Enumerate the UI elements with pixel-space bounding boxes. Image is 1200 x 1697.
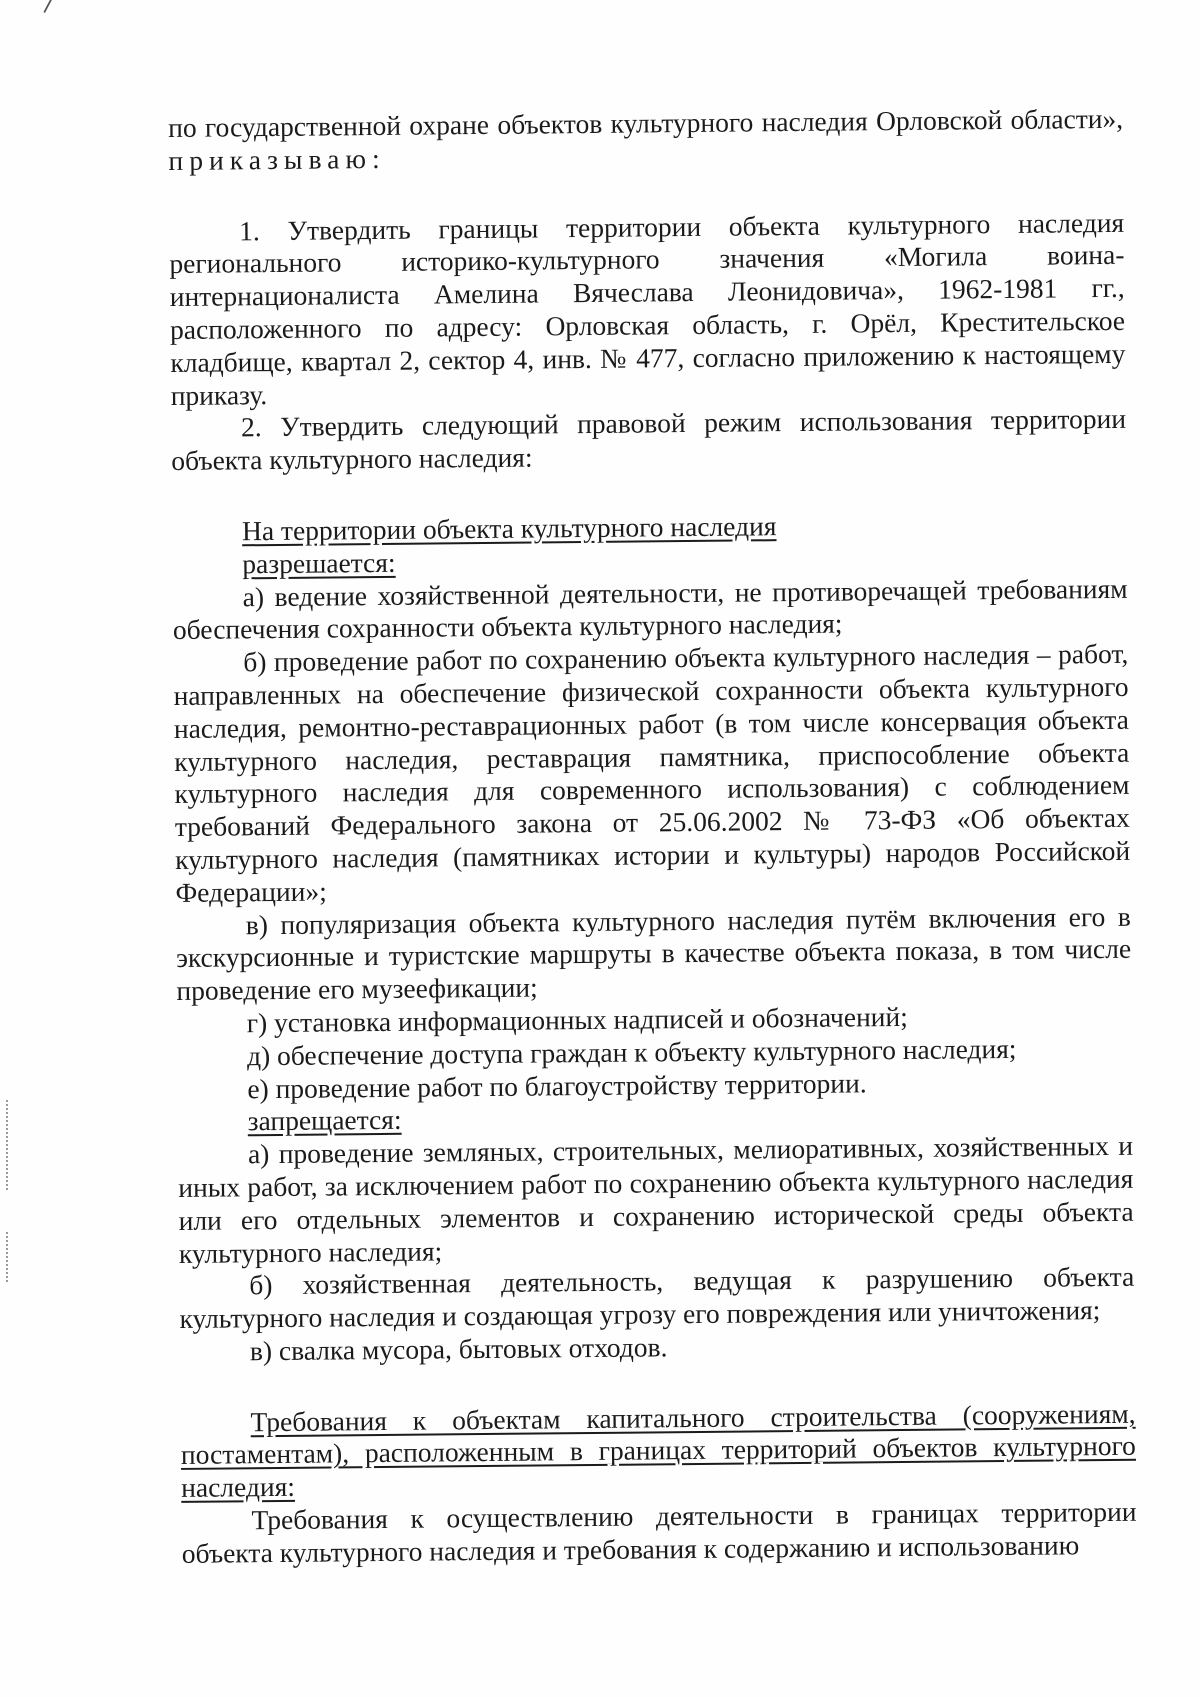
requirements-paragraph: Требования к осуществлению деятельности в границах территории объекта культурного наследия и требования к содержанию и использованию — [181, 1495, 1137, 1569]
forbidden-item-b: б) хозяйственная деятельность, ведущая к разрушению объекта культурного наследия и создающая угрозу его повреждения или уничтожения; — [179, 1261, 1135, 1335]
allowed-item-a: а) ведение хозяйственной деятельности, не противоречащей требованиям обеспечения сохранности объекта культурного наследия; — [172, 572, 1128, 646]
allowed-item-e: д) обеспечение доступа граждан к объекту культурного наследия; — [246, 1032, 1017, 1072]
margin-dots — [6, 1232, 12, 1282]
order-word: приказываю: — [168, 142, 386, 176]
margin-dots — [6, 1100, 12, 1190]
allowed-label: разрешается: — [242, 546, 396, 580]
allowed-item-c: в) популяризация объекта культурного наследия путём включения его в экскурсионные и туристские маршруты в качестве объекта показа, в том числе проведение его музеефикации; — [175, 900, 1132, 1007]
forbidden-item-c: в) свалка мусора, бытовых отходов. — [249, 1331, 668, 1367]
document-body — [168, 103, 1137, 1571]
pen-mark — [21, 0, 55, 13]
allowed-item-f: е) проведение работ по благоустройству территории. — [247, 1066, 867, 1104]
territory-heading: На территории объекта культурного наследия — [241, 510, 777, 547]
item-1: 1. Утвердить границы территории объекта культурного наследия регионального историко-культурного значения «Могила воина-интернационалиста Амелина Вячеслава Леонидовича», 1962-1981 гг., расположенного по адресу: Орловская область, г. Орёл, Крестительское кладбище, квартал 2, сектор 4, инв. № 477, согласно приложению к настоящему приказу. — [169, 206, 1126, 411]
item-2: 2. Утвердить следующий правовой режим использования территории объекта культурного наследия: — [171, 403, 1127, 477]
intro-text: по государственной охране объектов культурного наследия Орловской области», — [168, 102, 1124, 143]
paragraph-intro — [168, 103, 1124, 178]
requirements-heading — [180, 1397, 1136, 1505]
forbidden-item-a: а) проведение земляных, строительных, мелиоративных, хозяйственных и иных работ, за исключением работ по сохранению объекта культурного наследия или его отдельных элементов и сохранению исторической среды объекта культурного наследия; — [178, 1129, 1134, 1269]
allowed-item-d: г) установка информационных надписей и обозначений; — [246, 1000, 908, 1039]
requirements-heading-text: Требования к объектам капитального строительства (сооружениям, постаментам), расположенным в границах территорий объектов культурного наследия: — [180, 1397, 1136, 1504]
forbidden-label: запрещается: — [247, 1104, 402, 1137]
allowed-item-b: б) проведение работ по сохранению объекта культурного наследия – работ, направленных на обеспечение физической сохранности объекта культурного наследия, ремонтно-реставрационных работ (в том числе консервация объекта культурного наследия, реставрация памятника, приспособление объекта культурного наследия для современного использования) с соблюдением требований Федерального закона от 25.06.2002 № 73-ФЗ «Об объектах культурного наследия (памятниках истории и культуры) народов Российской Федерации»; — [173, 637, 1131, 908]
